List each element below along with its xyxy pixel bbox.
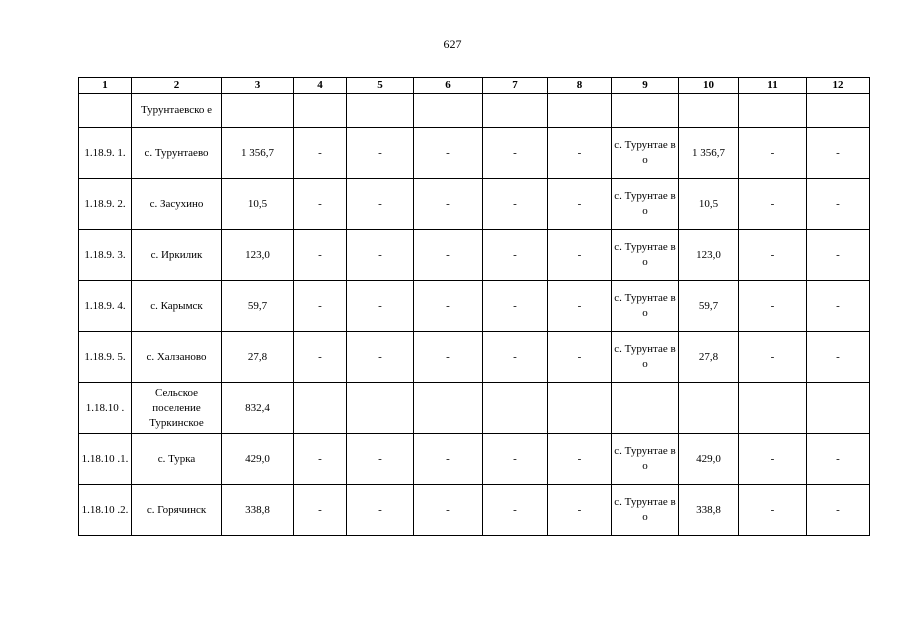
table-cell: 59,7 bbox=[679, 281, 739, 332]
table-cell: - bbox=[414, 281, 483, 332]
column-header: 1 bbox=[79, 78, 132, 94]
table-cell: - bbox=[548, 230, 612, 281]
column-header: 7 bbox=[483, 78, 548, 94]
table-cell: с. Турунтае во bbox=[612, 179, 679, 230]
table-cell bbox=[807, 94, 870, 128]
table-cell bbox=[483, 94, 548, 128]
table-cell: 27,8 bbox=[222, 332, 294, 383]
table-cell: - bbox=[548, 434, 612, 485]
table-cell: Сельское поселение Туркинское bbox=[132, 383, 222, 434]
table-row bbox=[79, 94, 870, 128]
table-cell: - bbox=[548, 332, 612, 383]
table-cell bbox=[347, 383, 414, 434]
table-cell bbox=[548, 94, 612, 128]
table-cell bbox=[739, 383, 807, 434]
table-cell: - bbox=[294, 281, 347, 332]
table-cell: 10,5 bbox=[222, 179, 294, 230]
table-cell: Турунтаевско е bbox=[132, 94, 222, 128]
table-cell: с. Турунтае во bbox=[612, 434, 679, 485]
table-cell bbox=[294, 94, 347, 128]
table-cell: - bbox=[294, 485, 347, 536]
table-cell: - bbox=[347, 485, 414, 536]
table-cell: - bbox=[414, 434, 483, 485]
table-cell: 429,0 bbox=[679, 434, 739, 485]
table-cell: - bbox=[347, 230, 414, 281]
column-header: 2 bbox=[132, 78, 222, 94]
table-row bbox=[79, 332, 870, 383]
table-cell bbox=[347, 94, 414, 128]
table-cell: - bbox=[294, 230, 347, 281]
table-cell: - bbox=[347, 281, 414, 332]
column-header: 10 bbox=[679, 78, 739, 94]
table-cell: 123,0 bbox=[222, 230, 294, 281]
table-body bbox=[79, 94, 870, 536]
table-cell: - bbox=[414, 485, 483, 536]
table-cell: - bbox=[294, 179, 347, 230]
table-cell: 1.18.10 .1. bbox=[79, 434, 132, 485]
table-cell: 1.18.9. 2. bbox=[79, 179, 132, 230]
table-cell: - bbox=[739, 485, 807, 536]
table-cell: с. Турунтае во bbox=[612, 230, 679, 281]
table-cell bbox=[679, 383, 739, 434]
table-cell bbox=[739, 94, 807, 128]
table-cell: 1.18.10 .2. bbox=[79, 485, 132, 536]
table-cell: 832,4 bbox=[222, 383, 294, 434]
table-cell: - bbox=[294, 332, 347, 383]
table-cell: с. Турунтае во bbox=[612, 128, 679, 179]
table-cell: - bbox=[739, 281, 807, 332]
table-cell: - bbox=[548, 179, 612, 230]
table-cell: с. Турунтае во bbox=[612, 485, 679, 536]
column-header: 3 bbox=[222, 78, 294, 94]
table-cell bbox=[79, 94, 132, 128]
table-cell: 1 356,7 bbox=[679, 128, 739, 179]
table-row bbox=[79, 128, 870, 179]
table-cell: - bbox=[739, 179, 807, 230]
table-cell: - bbox=[414, 179, 483, 230]
table-cell: с. Турунтае во bbox=[612, 281, 679, 332]
table-cell: 1.18.9. 3. bbox=[79, 230, 132, 281]
table-cell: - bbox=[807, 281, 870, 332]
table-cell: 1 356,7 bbox=[222, 128, 294, 179]
table-cell: - bbox=[807, 434, 870, 485]
table-cell: с. Халзаново bbox=[132, 332, 222, 383]
table-cell: - bbox=[807, 485, 870, 536]
table-cell: - bbox=[739, 128, 807, 179]
column-header: 4 bbox=[294, 78, 347, 94]
table-cell: 59,7 bbox=[222, 281, 294, 332]
table-cell: - bbox=[294, 128, 347, 179]
table-row bbox=[79, 383, 870, 434]
table-cell: - bbox=[483, 179, 548, 230]
table-row bbox=[79, 434, 870, 485]
table-cell: 10,5 bbox=[679, 179, 739, 230]
column-header: 9 bbox=[612, 78, 679, 94]
table-cell bbox=[414, 94, 483, 128]
table-cell: с. Иркилик bbox=[132, 230, 222, 281]
table-cell bbox=[222, 94, 294, 128]
table-cell: - bbox=[347, 128, 414, 179]
table-cell bbox=[294, 383, 347, 434]
table-cell: 1.18.10 . bbox=[79, 383, 132, 434]
column-header: 11 bbox=[739, 78, 807, 94]
column-header: 6 bbox=[414, 78, 483, 94]
table-cell bbox=[483, 383, 548, 434]
table-cell: 338,8 bbox=[679, 485, 739, 536]
table-cell: - bbox=[807, 128, 870, 179]
table-cell: - bbox=[483, 230, 548, 281]
table-cell: - bbox=[414, 230, 483, 281]
table-cell: 1.18.9. 4. bbox=[79, 281, 132, 332]
table-cell: 338,8 bbox=[222, 485, 294, 536]
table-cell: - bbox=[414, 332, 483, 383]
table-cell: - bbox=[739, 230, 807, 281]
table-cell: - bbox=[739, 332, 807, 383]
table-cell: - bbox=[807, 179, 870, 230]
table-cell bbox=[414, 383, 483, 434]
table-cell bbox=[679, 94, 739, 128]
table-row bbox=[79, 281, 870, 332]
table-row bbox=[79, 230, 870, 281]
table-cell: - bbox=[483, 485, 548, 536]
table-row bbox=[79, 179, 870, 230]
table-cell: - bbox=[548, 281, 612, 332]
table-cell: с. Турунтаево bbox=[132, 128, 222, 179]
table-cell: с. Засухино bbox=[132, 179, 222, 230]
table-row bbox=[79, 485, 870, 536]
table-cell: с. Турунтае во bbox=[612, 332, 679, 383]
table-cell: - bbox=[807, 230, 870, 281]
table-cell: - bbox=[548, 485, 612, 536]
table-cell: с. Турка bbox=[132, 434, 222, 485]
table-cell: - bbox=[347, 434, 414, 485]
table-cell: 1.18.9. 1. bbox=[79, 128, 132, 179]
table-cell: - bbox=[347, 179, 414, 230]
column-header: 12 bbox=[807, 78, 870, 94]
table-cell: 429,0 bbox=[222, 434, 294, 485]
table-cell: - bbox=[347, 332, 414, 383]
table-cell: с. Горячинск bbox=[132, 485, 222, 536]
table-cell: - bbox=[483, 281, 548, 332]
table-cell: 1.18.9. 5. bbox=[79, 332, 132, 383]
table-cell: - bbox=[548, 128, 612, 179]
table-cell: 27,8 bbox=[679, 332, 739, 383]
page-number: 627 bbox=[443, 37, 462, 51]
table-cell bbox=[612, 94, 679, 128]
column-header: 8 bbox=[548, 78, 612, 94]
table-cell: - bbox=[483, 332, 548, 383]
table-header-row bbox=[79, 78, 870, 94]
table-cell bbox=[612, 383, 679, 434]
table-cell: с. Карымск bbox=[132, 281, 222, 332]
table-cell: - bbox=[294, 434, 347, 485]
table-cell: 123,0 bbox=[679, 230, 739, 281]
table-cell: - bbox=[483, 434, 548, 485]
data-table bbox=[78, 77, 870, 536]
table-cell bbox=[807, 383, 870, 434]
table-cell bbox=[548, 383, 612, 434]
column-header: 5 bbox=[347, 78, 414, 94]
table-cell: - bbox=[414, 128, 483, 179]
table-cell: - bbox=[807, 332, 870, 383]
table-cell: - bbox=[739, 434, 807, 485]
table-cell: - bbox=[483, 128, 548, 179]
